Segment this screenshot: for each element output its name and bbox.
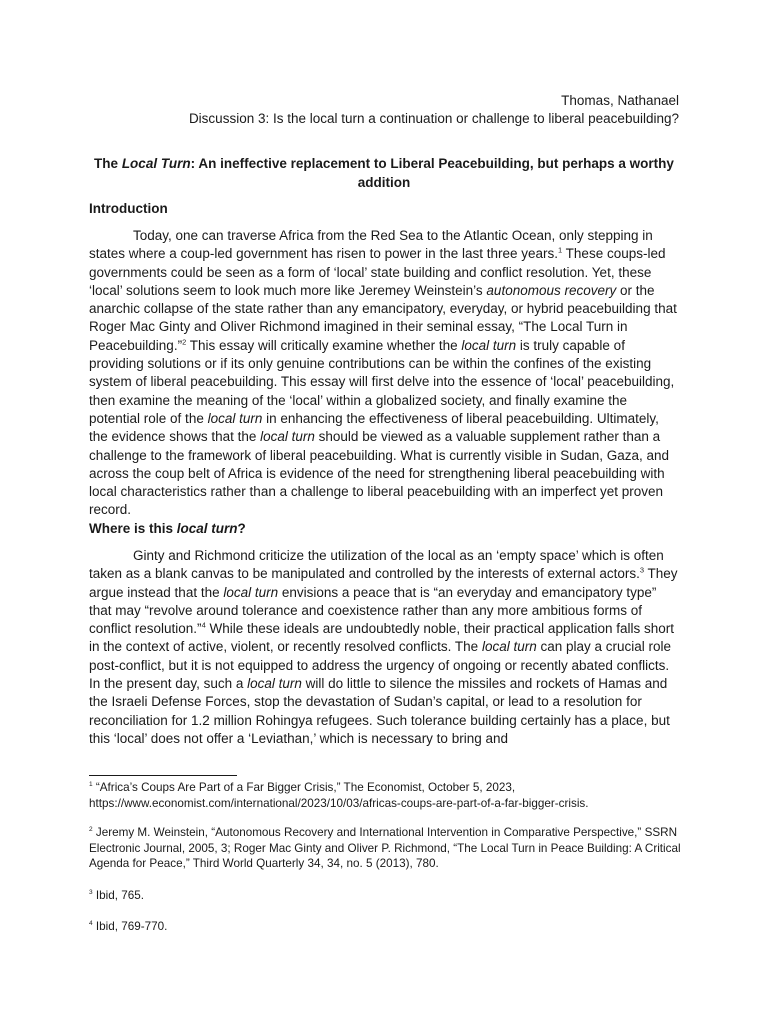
where-text-d: While these ideals are undoubtedly noble, their practical application falls short in the context of active, violent, or recently resolved conflicts. The [89,621,675,655]
where-heading-b: ? [237,521,246,536]
where-heading [89,520,246,538]
where-italic-1: local turn [223,584,279,600]
intro-text-d: This essay will critically examine whether the [186,337,462,353]
footnote-number: 1 [89,781,93,789]
footnote-number: 3 [89,889,93,897]
footnote-text: Jeremy M. Weinstein, “Autonomous Recovery and International Intervention in Comparative Perspective,” SSRN Electronic Journal, 2005, 3; Roger Mac Ginty and Oliver P. Richmond, “The Local Turn in Peace Building: A Critical Agenda for Peace,” Third World Quarterly 34, 34, no. 5 (2013), 780. [89,826,681,870]
footnote-ref-4: 4 [201,620,206,630]
footnote-separator [89,775,237,776]
intro-italic-4: local turn [260,429,315,445]
where-text-c: envisions a peace that is “an everyday and emancipatory type” that may “revolve around tolerance and coexistence rather than any more ambitious forms of conflict resolution.” [89,584,657,637]
intro-text-g: should be viewed as a valuable supplement rather than a challenge to the framework of liberal peacebuilding. What is currently visible in Sudan, Gaza, and across the coup belt of Africa is evidence of the need for strengthening liberal peacebuilding with local characteristics rather than a challenge to liberal peacebuilding with an imperfect yet proven record. [89,429,670,518]
where-italic-3: local turn [247,676,302,692]
introduction-paragraph [89,227,681,520]
footnote-text: Ibid, 765. [92,889,144,902]
footnote-2 [89,825,689,872]
footnote-number: 4 [89,920,93,928]
where-heading-italic: local turn [176,521,238,536]
introduction-heading: Introduction [89,201,168,216]
where-text-b: They argue instead that the [89,566,678,600]
footnote-4 [89,919,689,935]
intro-italic-2: local turn [461,337,517,353]
title-italic: Local Turn [121,156,191,171]
footnote-ref-3: 3 [639,565,645,575]
title-part-1: The [94,156,122,171]
where-text-e: can play a crucial role post-conflict, but it is not equipped to address the urgency of ongoing or recently abated conflicts. In the present day, such a [89,639,672,692]
intro-text-a: Today, one can traverse Africa from the Red Sea to the Atlantic Ocean, only stepping in states where a coup-led government has risen to power in the last three years. [89,228,653,262]
footnote-text: Ibid, 769-770. [92,920,168,933]
footnote-ref-1: 1 [558,245,563,255]
footnote-3 [89,888,689,904]
footnote-text: “Africa’s Coups Are Part of a Far Bigger Crisis,” The Economist, October 5, 2023, https://www.economist.com/international/2023/10/03/africas-coups-are-part-of-a-far-bigger-crisis. [89,781,589,810]
where-heading-a: Where is this [89,521,177,536]
intro-italic-1: autonomous recovery [486,282,617,298]
intro-text-b: These coups-led governments could be seen as a form of ‘local’ state building and conflict resolution. Yet, these ‘local’ solutions seem to look much more like Jeremey Weinstein’s [89,246,666,298]
title-part-2: : An ineffective replacement to Liberal Peacebuilding, but perhaps a worthy addition [190,156,674,190]
footnote-number: 2 [89,826,93,834]
essay-title [89,155,679,192]
intro-italic-3: local turn [207,410,263,426]
where-italic-2: local turn [481,639,537,655]
where-text-a: Ginty and Richmond criticize the utilization of the local as an ‘empty space’ which is often taken as a blank canvas to be manipulated and controlled by the interests of external actors. [89,548,664,582]
footnote-1 [89,780,689,811]
footnote-ref-2: 2 [182,337,187,347]
where-paragraph [89,547,681,748]
assignment-title: Discussion 3: Is the local turn a continuation or challenge to liberal peacebuilding? [188,111,679,126]
author-name: Thomas, Nathanael [561,93,679,108]
intro-text-c: or the anarchic collapse of the state rather than any emancipatory, everyday, or hybrid peacebuilding that Roger Mac Ginty and Oliver Richmond imagined in their seminal essay, “The Local Turn in Peacebuilding.” [89,282,677,353]
intro-text-f: in enhancing the effectiveness of liberal peacebuilding. Ultimately, the evidence shows that the [89,410,659,445]
where-text-f: will do little to silence the missiles and rockets of Hamas and the Israeli Defense Forces, stop the devastation of Sudan’s capital, or lead to a resolution for reconciliation for 1.2 million Rohingya refugees. Such tolerance building certainly has a place, but this ‘local’ does not offer a ‘Leviathan,’ which is necessary to bring and [89,676,670,746]
intro-text-e: is truly capable of providing solutions or if its only genuine contributions can be within the confines of the existing system of liberal peacebuilding. This essay will first delve into the essence of ‘local’ peacebuilding, then examine the meaning of the ‘local’ within a globalized society, and finally examine the potential role of the [89,337,675,426]
